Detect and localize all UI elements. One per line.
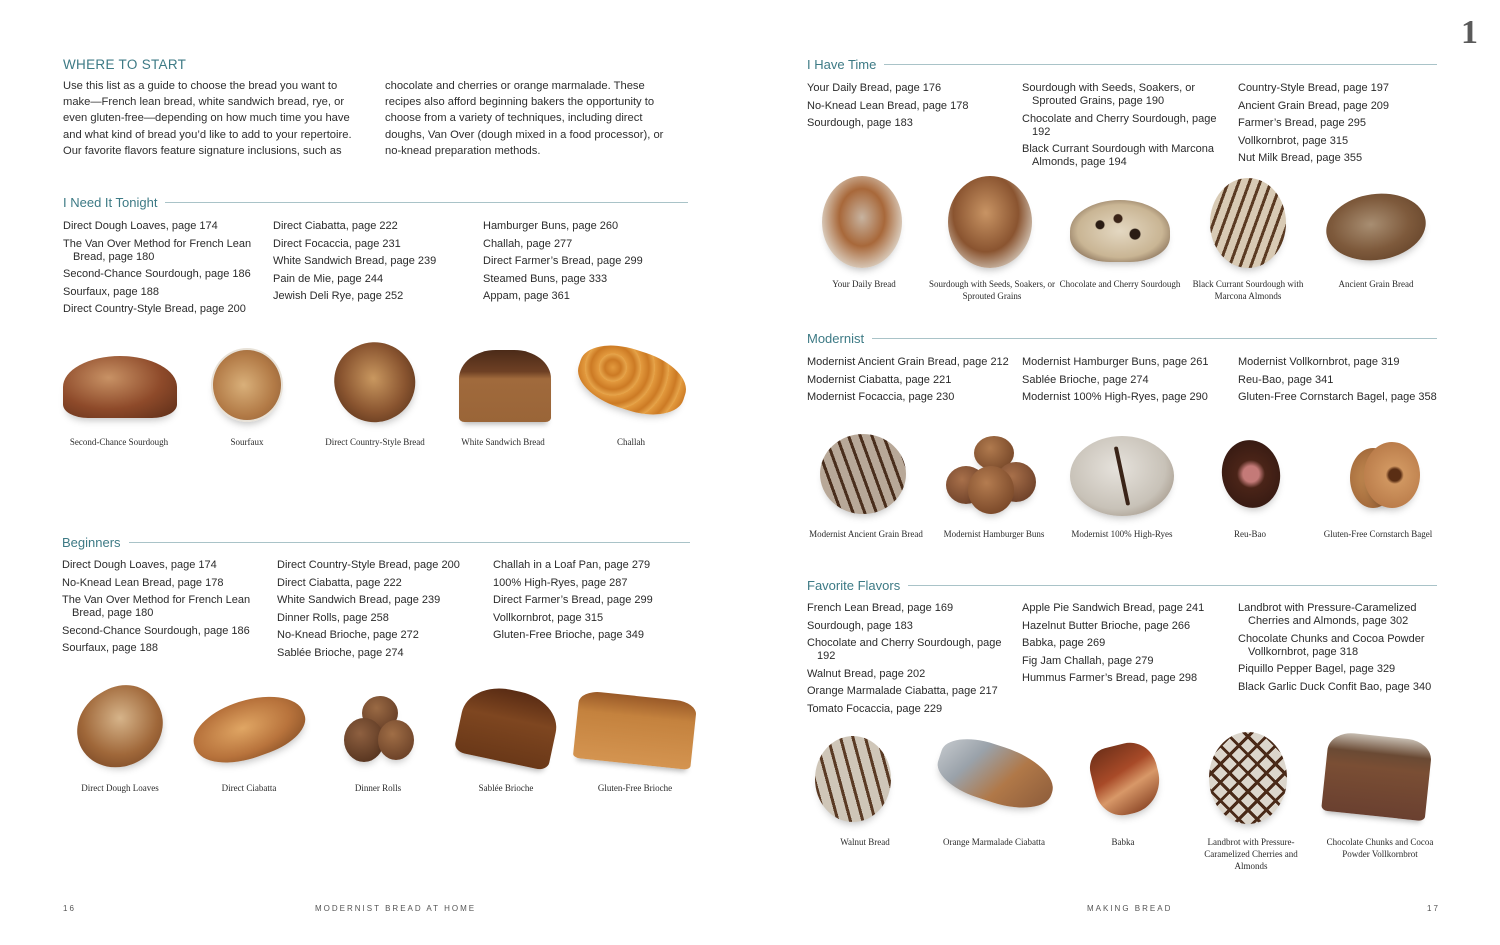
bread-image [567, 338, 695, 428]
bread-photo [314, 682, 442, 794]
recipe-link[interactable]: Reu-Bao, page 341 [1238, 373, 1334, 386]
bread-photo [439, 338, 567, 448]
bread-image [442, 682, 570, 774]
bread-photo [1059, 730, 1187, 872]
recipe-link[interactable]: Direct Ciabatta, page 222 [273, 220, 398, 232]
recipe-link[interactable]: Direct Country-Style Bread, page 200 [277, 559, 460, 571]
recipe-link[interactable]: Direct Farmer’s Bread, page 299 [493, 594, 653, 607]
bread-image [930, 430, 1058, 520]
photo-caption: Direct Country-Style Bread [325, 437, 425, 447]
recipe-list-column [483, 220, 683, 308]
recipe-link[interactable]: Modernist Ciabatta, page 221 [807, 373, 952, 386]
recipe-link[interactable]: Hamburger Buns, page 260 [483, 220, 619, 232]
recipe-link[interactable]: Black Garlic Duck Confit Bao, page 340 [1238, 680, 1432, 693]
bread-photo [570, 682, 700, 794]
recipe-link[interactable]: Vollkornbrot, page 315 [1238, 134, 1349, 147]
intro-paragraph-2: chocolate and cherries or orange marmalade. These recipes also afford beginning bakers the opportunity to choose from a variety of techniques, including direct doughs, Van Over (dough mixed in a food processor), or no-knead preparation methods. [385, 80, 664, 157]
recipe-link[interactable]: Direct Country-Style Bread, page 200 [63, 303, 246, 316]
bread-photo-row [55, 338, 695, 448]
section-rule [884, 64, 1437, 65]
recipe-link[interactable]: Challah, page 277 [483, 237, 573, 250]
photo-caption: Sourdough with Seeds, Soakers, or Sprouted Grains [929, 279, 1055, 301]
bread-photo [1058, 430, 1186, 540]
photo-caption: Chocolate Chunks and Cocoa Powder Vollkornbrot [1326, 837, 1434, 859]
recipe-link[interactable]: Piquillo Pepper Bagel, page 329 [1238, 663, 1396, 676]
photo-caption: Black Currant Sourdough with Marcona Almonds [1192, 279, 1304, 301]
recipe-list-column [1022, 82, 1227, 174]
recipe-link[interactable]: Modernist Focaccia, page 230 [807, 391, 955, 404]
bread-photo [928, 174, 1056, 302]
recipe-link[interactable]: Walnut Bread, page 202 [807, 667, 926, 680]
photo-caption: Your Daily Bread [832, 279, 896, 289]
photo-caption: Ancient Grain Bread [1338, 279, 1414, 289]
bread-image [1059, 730, 1187, 828]
recipe-link[interactable]: Sablée Brioche, page 274 [1022, 373, 1149, 386]
recipe-link[interactable]: Hummus Farmer’s Bread, page 298 [1022, 672, 1198, 685]
bread-photo-row [800, 174, 1440, 302]
recipe-link[interactable]: Direct Focaccia, page 231 [273, 237, 401, 250]
bread-image [439, 338, 567, 428]
section-heading-modernist [807, 331, 1437, 346]
recipe-list-column [807, 356, 1012, 409]
bread-image [1314, 430, 1442, 520]
bread-photo-row [801, 730, 1445, 872]
section-rule [872, 338, 1437, 339]
bread-image [929, 730, 1059, 828]
section-heading-label: Beginners [62, 535, 121, 550]
bread-photo [1186, 430, 1314, 540]
recipe-link[interactable]: Chocolate and Cherry Sourdough, page 192 [807, 637, 1002, 663]
recipe-list-column [493, 559, 693, 647]
section-rule [908, 585, 1437, 586]
recipe-link[interactable]: Pain de Mie, page 244 [273, 272, 384, 285]
bread-image [1184, 174, 1312, 270]
recipe-link[interactable]: White Sandwich Bread, page 239 [273, 255, 437, 268]
recipe-link[interactable]: Dinner Rolls, page 258 [277, 611, 389, 624]
recipe-link[interactable]: French Lean Bread, page 169 [807, 602, 954, 614]
recipe-link[interactable]: Sourdough, page 183 [807, 117, 913, 130]
photo-caption: Dinner Rolls [354, 783, 402, 793]
recipe-link[interactable]: Farmer’s Bread, page 295 [1238, 117, 1366, 130]
recipe-link[interactable]: Challah in a Loaf Pan, page 279 [493, 559, 651, 571]
recipe-link[interactable]: 100% High-Ryes, page 287 [493, 576, 628, 589]
bread-photo [930, 430, 1058, 540]
running-head-right: MAKING BREAD [1087, 904, 1173, 913]
section-heading-label: I Have Time [807, 57, 877, 72]
photo-caption: Chocolate and Cherry Sourdough [1059, 279, 1181, 289]
right-page [750, 0, 1500, 945]
bread-image [1186, 430, 1314, 520]
recipe-link[interactable]: Tomato Focaccia, page 229 [807, 702, 943, 715]
recipe-list-column [1238, 356, 1448, 409]
recipe-link[interactable]: Orange Marmalade Ciabatta, page 217 [807, 685, 998, 698]
section-heading-label: I Need It Tonight [63, 195, 158, 210]
photo-caption: Babka [1111, 837, 1135, 847]
photo-caption: Modernist 100% High-Ryes [1071, 529, 1173, 539]
recipe-link[interactable]: Babka, page 269 [1022, 637, 1106, 650]
recipe-link[interactable]: Modernist Ancient Grain Bread, page 212 [807, 356, 1009, 368]
bread-image [1058, 430, 1186, 520]
bread-image [1187, 730, 1315, 828]
photo-caption: White Sandwich Bread [461, 437, 545, 447]
photo-caption: Landbrot with Pressure-Caramelized Cherries and Almonds [1204, 837, 1298, 871]
bread-photo-row [802, 430, 1442, 540]
recipe-link[interactable]: Gluten-Free Cornstarch Bagel, page 358 [1238, 391, 1437, 404]
photo-caption: Modernist Ancient Grain Bread [809, 529, 923, 539]
bread-photo [184, 682, 314, 794]
running-head-left: MODERNIST BREAD AT HOME [315, 904, 477, 913]
photo-caption: Modernist Hamburger Buns [943, 529, 1045, 539]
recipe-link[interactable]: No-Knead Lean Bread, page 178 [62, 576, 224, 589]
bread-image [800, 174, 928, 270]
recipe-link[interactable]: Country-Style Bread, page 197 [1238, 82, 1390, 94]
recipe-link[interactable]: Ancient Grain Bread, page 209 [1238, 99, 1390, 112]
bread-image [314, 682, 442, 774]
bread-image [55, 338, 183, 428]
bread-image [1056, 174, 1184, 270]
recipe-link[interactable]: Modernist Hamburger Buns, page 261 [1022, 356, 1209, 368]
section-heading-label: Favorite Flavors [807, 578, 901, 593]
recipe-link[interactable]: Direct Farmer’s Bread, page 299 [483, 255, 643, 268]
bread-photo [442, 682, 570, 794]
bread-photo [929, 730, 1059, 872]
recipe-link[interactable]: Modernist Vollkornbrot, page 319 [1238, 356, 1400, 368]
recipe-link[interactable]: Sourdough with Seeds, Soakers, or Sprouted Grains, page 190 [1022, 82, 1196, 107]
recipe-list-column [807, 82, 1012, 135]
photo-caption: Reu-Bao [1234, 529, 1266, 539]
recipe-link[interactable]: Direct Dough Loaves, page 174 [63, 220, 218, 232]
page-title: WHERE TO START [63, 57, 187, 72]
recipe-link[interactable]: Apple Pie Sandwich Bread, page 241 [1022, 602, 1205, 614]
bread-photo [55, 338, 183, 448]
recipe-list-column [1022, 356, 1227, 409]
photo-caption: Direct Dough Loaves [81, 783, 159, 793]
bread-photo [1184, 174, 1312, 302]
recipe-list-column [277, 559, 482, 665]
recipe-link[interactable]: Your Daily Bread, page 176 [807, 82, 942, 94]
section-heading-i-need-it-tonight [63, 195, 688, 210]
recipe-list-column [63, 220, 263, 321]
recipe-list-column [807, 602, 1012, 721]
recipe-link[interactable]: Second-Chance Sourdough, page 186 [63, 268, 251, 281]
section-heading-favorite-flavors [807, 578, 1437, 593]
page-number-right: 17 [1427, 904, 1440, 913]
intro-paragraph-1: Use this list as a guide to choose the bread you want to make—French lean bread, white sandwich bread, rye, or even gluten-free—depending on how much time you have and what kind of bread you’d like to add to your repertoire. Our favorite flavors feature signature inclusions, such as [63, 80, 352, 157]
recipe-link[interactable]: Direct Dough Loaves, page 174 [62, 559, 217, 571]
bread-photo [1312, 174, 1440, 302]
recipe-link[interactable]: Direct Ciabatta, page 222 [277, 576, 402, 589]
chapter-number: 1 [1461, 14, 1478, 51]
recipe-link[interactable]: Appam, page 361 [483, 290, 570, 303]
recipe-list-column [62, 559, 267, 660]
bread-photo [1315, 730, 1445, 872]
recipe-link[interactable]: Landbrot with Pressure-Caramelized Cherries and Almonds, page 302 [1238, 602, 1417, 627]
recipe-link[interactable]: Sourfaux, page 188 [62, 642, 159, 655]
recipe-link[interactable]: No-Knead Lean Bread, page 178 [807, 99, 969, 112]
recipe-link[interactable]: The Van Over Method for French Lean Bread, page 180 [62, 594, 251, 620]
recipe-link[interactable]: White Sandwich Bread, page 239 [277, 594, 441, 607]
bread-image [928, 174, 1056, 270]
bread-image [184, 682, 314, 774]
bread-image [311, 338, 439, 428]
recipe-link[interactable]: Steamed Buns, page 333 [483, 272, 608, 285]
bread-photo [800, 174, 928, 302]
recipe-list-column [273, 220, 473, 308]
recipe-link[interactable]: Chocolate Chunks and Cocoa Powder Vollkornbrot, page 318 [1238, 632, 1425, 658]
bread-image [56, 682, 184, 774]
recipe-list-column [1022, 602, 1227, 690]
bread-photo-row [56, 682, 700, 794]
recipe-link[interactable]: No-Knead Brioche, page 272 [277, 629, 419, 642]
section-rule [129, 542, 690, 543]
section-heading-label: Modernist [807, 331, 865, 346]
bread-photo [802, 430, 930, 540]
bread-image [801, 730, 929, 828]
bread-photo [567, 338, 695, 448]
recipe-link[interactable]: Jewish Deli Rye, page 252 [273, 290, 404, 303]
bread-image [1315, 730, 1445, 828]
recipe-link[interactable]: Sourdough, page 183 [807, 619, 913, 632]
bread-photo [1314, 430, 1442, 540]
bread-photo [183, 338, 311, 448]
bread-photo [1187, 730, 1315, 872]
recipe-list-column [1238, 82, 1438, 170]
bread-image [802, 430, 930, 520]
photo-caption: Orange Marmalade Ciabatta [943, 837, 1045, 847]
recipe-link[interactable]: Hazelnut Butter Brioche, page 266 [1022, 619, 1191, 632]
photo-caption: Gluten-Free Brioche [597, 783, 673, 793]
section-heading-beginners [62, 535, 690, 550]
recipe-link[interactable]: Modernist 100% High-Ryes, page 290 [1022, 391, 1208, 404]
recipe-link[interactable]: The Van Over Method for French Lean Bread, page 180 [63, 237, 252, 263]
photo-caption: Challah [617, 437, 645, 447]
recipe-link[interactable]: Nut Milk Bread, page 355 [1238, 152, 1363, 165]
recipe-link[interactable]: Chocolate and Cherry Sourdough, page 192 [1022, 112, 1217, 138]
bread-image [570, 682, 700, 774]
page-number-left: 16 [63, 904, 76, 913]
recipe-link[interactable]: Second-Chance Sourdough, page 186 [62, 624, 250, 637]
recipe-link[interactable]: Gluten-Free Brioche, page 349 [493, 629, 645, 642]
recipe-link[interactable]: Sablée Brioche, page 274 [277, 646, 404, 659]
photo-caption: Walnut Bread [840, 837, 890, 847]
recipe-link[interactable]: Vollkornbrot, page 315 [493, 611, 604, 624]
recipe-link[interactable]: Sourfaux, page 188 [63, 285, 160, 298]
bread-image [183, 338, 311, 428]
recipe-list-column [1238, 602, 1438, 698]
photo-caption: Second-Chance Sourdough [69, 437, 169, 447]
section-rule [165, 202, 688, 203]
photo-caption: Direct Ciabatta [221, 783, 277, 793]
photo-caption: Sourfaux [230, 437, 264, 447]
bread-photo [1056, 174, 1184, 302]
recipe-link[interactable]: Fig Jam Challah, page 279 [1022, 654, 1154, 667]
photo-caption: Sablée Brioche [478, 783, 534, 793]
photo-caption: Gluten-Free Cornstarch Bagel [1323, 529, 1433, 539]
section-heading-i-have-time [807, 57, 1437, 72]
recipe-link[interactable]: Black Currant Sourdough with Marcona Almonds, page 194 [1022, 143, 1214, 169]
bread-photo [311, 338, 439, 448]
bread-photo [801, 730, 929, 872]
bread-photo [56, 682, 184, 794]
bread-image [1312, 174, 1440, 270]
